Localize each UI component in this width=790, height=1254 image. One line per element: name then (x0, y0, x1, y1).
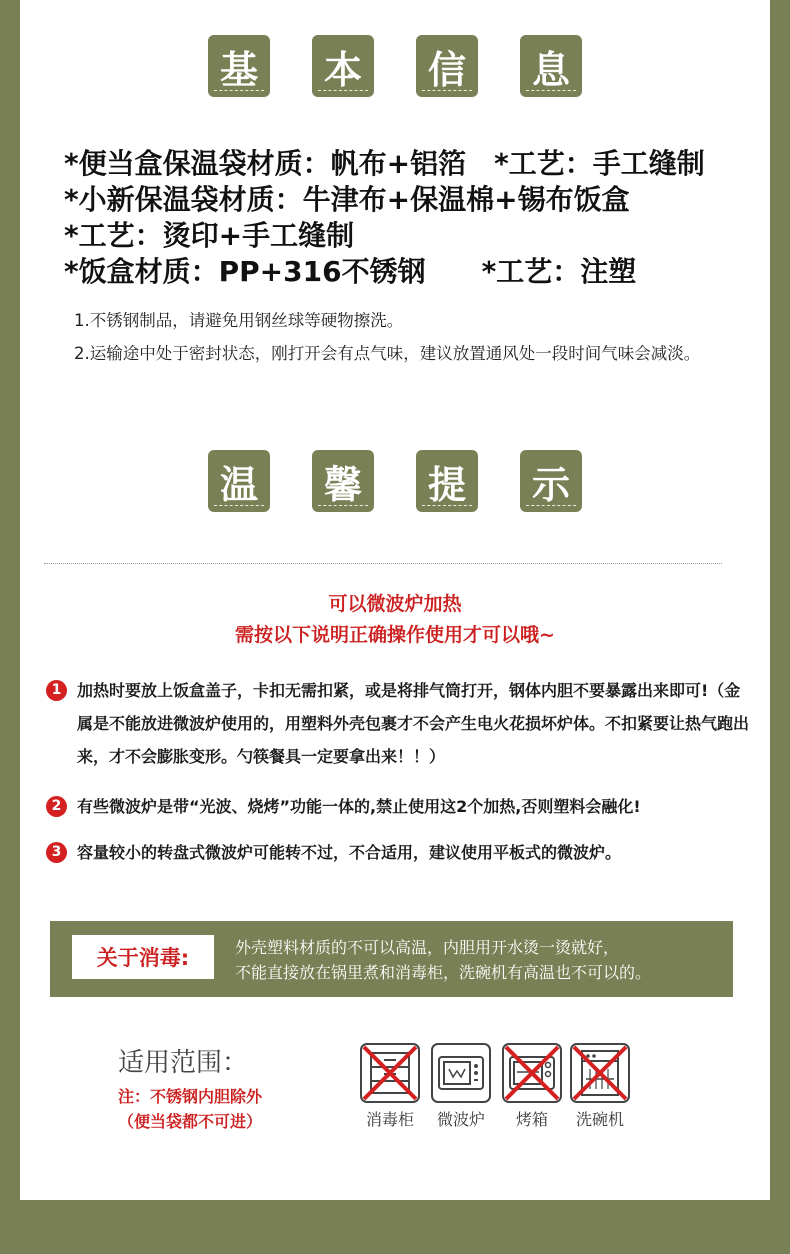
scope-note-line: （便当袋都不可进） (118, 1112, 263, 1131)
spec-line: *工艺：烫印+手工缝制 (64, 219, 355, 252)
heading-char: 提 (416, 450, 478, 512)
appliance-oven (502, 1043, 562, 1130)
microwave-subtitle: 需按以下说明正确操作使用才可以哦~ (235, 624, 555, 646)
material-specs (64, 146, 705, 290)
disinfection-line: 外壳塑料材质的不可以高温，内胆用开水烫一烫就好， (235, 938, 620, 957)
sterilizer-cabinet-icon (360, 1043, 420, 1103)
heading-char: 馨 (312, 450, 374, 512)
appliance-dishwasher (570, 1043, 630, 1130)
scope-note-line: 注：不锈钢内胆除外 (118, 1087, 263, 1106)
heading-char: 息 (520, 35, 582, 97)
tip-item (46, 674, 751, 773)
appliance-label: 洗碗机 (575, 1110, 624, 1129)
appliance-label: 烤箱 (515, 1110, 548, 1129)
appliance-sterilizer (360, 1043, 420, 1130)
heading-char: 信 (416, 35, 478, 97)
tip-item (46, 836, 751, 869)
disinfection-text (235, 935, 651, 985)
spec-line: *小新保温袋材质：牛津布+保温棉+锡布饭盒 (64, 183, 630, 216)
oven-icon (502, 1043, 562, 1103)
number-badge: 3 (46, 842, 67, 863)
basic-info-heading (20, 35, 770, 97)
tip-text: 容量较小的转盘式微波炉可能转不过，不合适用，建议使用平板式的微波炉。 (77, 843, 622, 862)
disinfection-label: 关于消毒: (72, 935, 214, 979)
tip-text: 有些微波炉是带“光波、烧烤”功能一体的,禁止使用这2个加热,否则塑料会融化! (77, 797, 641, 816)
warm-tips-heading (20, 450, 770, 512)
spec-line: *便当盒保温袋材质：帆布+铝箔 *工艺：手工缝制 (64, 147, 705, 180)
number-badge: 2 (46, 796, 67, 817)
care-note: 2.运输途中处于密封状态，刚打开会有点气味，建议放置通风处一段时间气味会减淡。 (74, 344, 701, 363)
disinfection-banner (50, 921, 733, 997)
number-badge: 1 (46, 680, 67, 701)
divider (44, 563, 722, 564)
appliance-label: 消毒柜 (365, 1110, 414, 1129)
heading-char: 基 (208, 35, 270, 97)
scope-title: 适用范围： (118, 1048, 249, 1078)
heading-char: 示 (520, 450, 582, 512)
heading-char: 本 (312, 35, 374, 97)
appliance-label: 微波炉 (436, 1110, 485, 1129)
disinfection-line: 不能直接放在锅里煮和消毒柜，洗碗机有高温也不可以的。 (235, 963, 652, 982)
scope-note (118, 1084, 262, 1134)
content-panel (20, 0, 770, 1200)
spec-line: *饭盒材质：PP+316不锈钢 *工艺：注塑 (64, 255, 637, 288)
dishwasher-icon (570, 1043, 630, 1103)
microwave-icon (431, 1043, 491, 1103)
care-note: 1.不锈钢制品，请避免用钢丝球等硬物擦洗。 (74, 311, 404, 330)
heading-char: 温 (208, 450, 270, 512)
microwave-title: 可以微波炉加热 (328, 593, 462, 615)
tip-item (46, 790, 751, 823)
appliance-microwave (431, 1043, 491, 1130)
care-notes (74, 304, 734, 370)
tip-text: 加热时要放上饭盒盖子，卡扣无需扣紧，或是将排气筒打开，钢体内胆不要暴露出来即可!（金属是不能放进微波炉使用的，用塑料外壳包裹才不会产生电火花损坏炉体。不扣紧要让热气跑出来，才不会膨胀变形。勺筷餐具一定要拿出来！！） (77, 681, 750, 766)
